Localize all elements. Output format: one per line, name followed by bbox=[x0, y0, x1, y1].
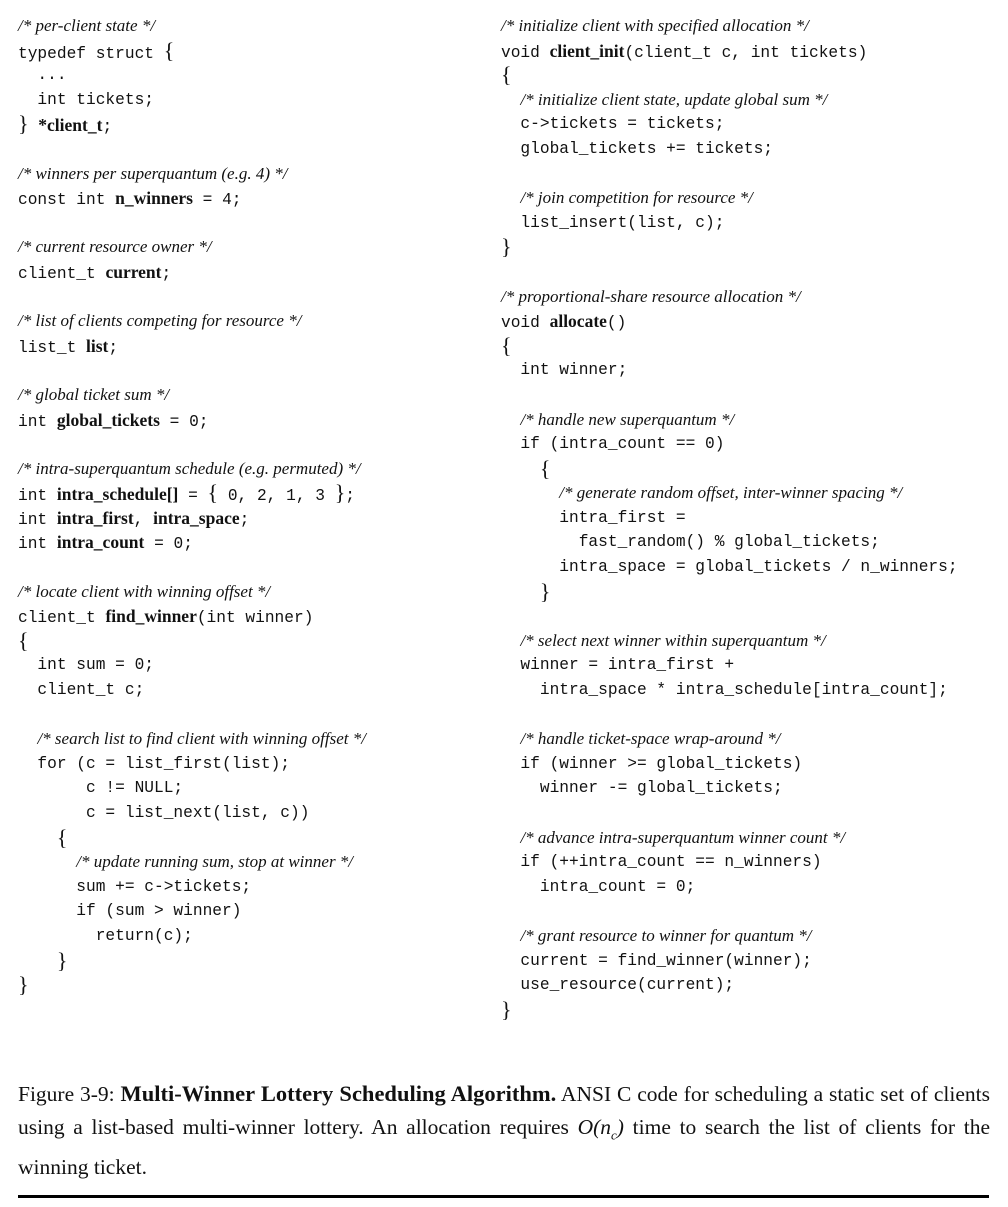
code-text: c = list_next(list, c)) bbox=[18, 804, 310, 822]
code-line bbox=[18, 137, 488, 162]
code-line bbox=[18, 39, 488, 64]
code-line bbox=[18, 260, 488, 285]
code-text: for (c = list_first(list); bbox=[18, 754, 290, 773]
code-line bbox=[18, 408, 488, 433]
code-text bbox=[501, 633, 520, 651]
code-text: 0, 2, 1, 3 bbox=[218, 487, 335, 506]
code-identifier: client_init bbox=[549, 40, 625, 61]
code-line bbox=[501, 604, 996, 629]
code-text: ; bbox=[102, 118, 113, 137]
code-text bbox=[501, 731, 520, 749]
code-text: if (sum > winner) bbox=[18, 902, 242, 921]
code-line bbox=[501, 899, 996, 924]
code-text: , bbox=[133, 510, 154, 529]
code-comment: /* proportional-share resource allocation */ bbox=[501, 286, 801, 306]
code-comment: /* list of clients competing for resource */ bbox=[18, 311, 302, 331]
code-comment: /* initialize client with specified allocation */ bbox=[501, 16, 809, 35]
code-text bbox=[18, 955, 57, 973]
code-line bbox=[501, 358, 996, 383]
code-identifier: allocate bbox=[549, 311, 607, 332]
code-line bbox=[501, 850, 996, 875]
code-line bbox=[18, 580, 488, 605]
code-text bbox=[501, 928, 520, 946]
code-line bbox=[18, 457, 488, 482]
code-identifier: intra_space bbox=[153, 507, 240, 528]
code-identifier: *client_t bbox=[38, 115, 103, 136]
code-text: fast_random() % global_tickets; bbox=[501, 533, 880, 552]
code-line bbox=[18, 481, 488, 506]
code-text: const int bbox=[18, 191, 116, 210]
code-line bbox=[18, 162, 488, 187]
code-line bbox=[18, 801, 488, 826]
code-line bbox=[18, 358, 488, 383]
code-comment: /* current resource owner */ bbox=[18, 237, 212, 257]
code-line bbox=[501, 260, 996, 285]
code-text: if (++intra_count == n_winners) bbox=[501, 853, 822, 872]
code-text: (client_t c, int tickets) bbox=[624, 43, 868, 62]
code-line bbox=[501, 309, 996, 334]
code-text: client_t bbox=[18, 264, 106, 283]
code-identifier: find_winner bbox=[105, 606, 197, 627]
code-text bbox=[501, 92, 520, 110]
code-line bbox=[18, 63, 488, 88]
code-line bbox=[18, 334, 488, 359]
code-text bbox=[501, 463, 540, 481]
code-comment: /* locate client with winning offset */ bbox=[18, 581, 271, 601]
code-brace: { bbox=[163, 37, 175, 63]
code-line bbox=[18, 776, 488, 801]
code-line bbox=[18, 875, 488, 900]
code-text: if (intra_count == 0) bbox=[501, 435, 725, 454]
code-text: int bbox=[18, 487, 57, 506]
code-comment: /* search list to find client with winning offset */ bbox=[37, 729, 366, 749]
code-text: ; bbox=[161, 264, 172, 283]
caption-label: Figure 3-9: bbox=[18, 1082, 121, 1106]
code-line bbox=[501, 949, 996, 974]
caption-rule bbox=[18, 1195, 989, 1198]
code-text: intra_space = global_tickets / n_winners; bbox=[501, 558, 958, 577]
code-line bbox=[18, 850, 488, 875]
code-line bbox=[18, 112, 488, 137]
code-text: intra_count = 0; bbox=[501, 877, 696, 896]
code-text bbox=[18, 854, 76, 872]
figure-caption bbox=[18, 1078, 990, 1184]
code-line bbox=[501, 383, 996, 408]
code-line bbox=[18, 826, 488, 851]
code-line bbox=[501, 506, 996, 531]
code-line bbox=[18, 629, 488, 654]
caption-text-part1: ANSI C code for scheduling a static set of clients using a list-based multi-winner lottery. An allocation requires bbox=[18, 1082, 990, 1139]
code-text: int sum = 0; bbox=[18, 656, 154, 675]
code-line bbox=[18, 604, 488, 629]
code-listing-right bbox=[501, 14, 996, 1022]
code-text: c->tickets = tickets; bbox=[501, 115, 725, 134]
code-brace: } bbox=[501, 996, 512, 1022]
code-line bbox=[18, 555, 488, 580]
code-text: global_tickets += tickets; bbox=[501, 139, 773, 158]
code-line bbox=[501, 39, 996, 64]
code-brace: } bbox=[18, 111, 29, 137]
code-text: current = find_winner(winner); bbox=[501, 951, 812, 970]
code-text bbox=[501, 190, 520, 208]
code-line bbox=[18, 899, 488, 924]
code-line bbox=[18, 186, 488, 211]
code-brace: } bbox=[56, 947, 68, 973]
code-line bbox=[501, 186, 996, 211]
code-text bbox=[29, 118, 39, 136]
code-identifier: global_tickets bbox=[56, 409, 160, 430]
code-text bbox=[501, 586, 540, 604]
code-brace: { bbox=[207, 480, 219, 506]
code-comment: /* winners per superquantum (e.g. 4) */ bbox=[18, 163, 288, 183]
code-line bbox=[18, 678, 488, 703]
code-comment: /* initialize client state, update global sum */ bbox=[520, 89, 828, 109]
code-line bbox=[18, 752, 488, 777]
code-identifier: intra_schedule[] bbox=[56, 484, 179, 505]
code-line bbox=[501, 481, 996, 506]
code-brace: } bbox=[18, 972, 29, 998]
code-text: winner = intra_first + bbox=[501, 656, 735, 675]
code-text: int winner; bbox=[501, 361, 628, 380]
code-comment: /* join competition for resource */ bbox=[520, 188, 753, 208]
code-text: ; bbox=[108, 338, 119, 357]
code-line bbox=[501, 875, 996, 900]
code-text bbox=[18, 731, 37, 749]
code-text: list_t bbox=[18, 338, 86, 357]
code-identifier: current bbox=[105, 261, 162, 282]
code-line bbox=[501, 530, 996, 555]
code-text: void bbox=[501, 314, 550, 333]
code-brace: { bbox=[18, 627, 29, 653]
code-line bbox=[18, 383, 488, 408]
code-text: = bbox=[178, 487, 208, 506]
code-identifier: intra_count bbox=[56, 532, 145, 553]
code-identifier: intra_first bbox=[56, 507, 134, 528]
code-text: intra_first = bbox=[501, 508, 686, 527]
code-text: int bbox=[18, 535, 57, 554]
code-comment: /* advance intra-superquantum winner count */ bbox=[520, 827, 846, 847]
code-line bbox=[18, 88, 488, 113]
code-identifier: n_winners bbox=[115, 188, 193, 209]
code-comment: /* update running sum, stop at winner */ bbox=[76, 852, 354, 872]
code-text: ... bbox=[18, 66, 67, 85]
code-text: if (winner >= global_tickets) bbox=[501, 754, 803, 773]
code-brace: { bbox=[56, 824, 68, 850]
code-text: (int winner) bbox=[196, 609, 314, 628]
code-text: c != NULL; bbox=[18, 779, 184, 798]
code-line bbox=[18, 653, 488, 678]
code-line bbox=[501, 826, 996, 851]
code-line bbox=[501, 112, 996, 137]
code-comment: /* generate random offset, inter-winner spacing */ bbox=[559, 483, 903, 503]
code-line bbox=[18, 432, 488, 457]
code-text bbox=[501, 485, 559, 503]
caption-title: Multi-Winner Lottery Scheduling Algorithm. bbox=[120, 1081, 557, 1106]
code-line bbox=[501, 703, 996, 728]
code-text: int bbox=[18, 412, 57, 431]
code-text: = 0; bbox=[159, 412, 209, 431]
code-line bbox=[18, 949, 488, 974]
code-line bbox=[501, 432, 996, 457]
code-comment: /* handle ticket-space wrap-around */ bbox=[520, 729, 781, 749]
code-brace: { bbox=[501, 332, 512, 358]
code-text: list_insert(list, c); bbox=[501, 213, 725, 232]
code-line bbox=[18, 14, 488, 39]
code-brace: { bbox=[501, 62, 512, 88]
code-text: void bbox=[501, 43, 550, 62]
code-line bbox=[501, 555, 996, 580]
code-line bbox=[18, 285, 488, 310]
code-text: = 4; bbox=[192, 191, 242, 210]
code-line bbox=[501, 727, 996, 752]
code-text: typedef struct bbox=[18, 44, 164, 63]
code-comment: /* select next winner within superquantum */ bbox=[520, 630, 826, 650]
code-text: int tickets; bbox=[18, 90, 154, 109]
code-line bbox=[18, 235, 488, 260]
code-line bbox=[501, 162, 996, 187]
code-comment: /* per-client state */ bbox=[18, 16, 156, 35]
code-text: ; bbox=[239, 510, 250, 529]
code-line bbox=[18, 506, 488, 531]
code-text: use_resource(current); bbox=[501, 976, 735, 995]
code-text bbox=[501, 412, 520, 430]
code-listing-left bbox=[18, 14, 488, 998]
code-line bbox=[501, 211, 996, 236]
code-line bbox=[18, 924, 488, 949]
code-line bbox=[18, 530, 488, 555]
code-line bbox=[501, 924, 996, 949]
code-line bbox=[501, 334, 996, 359]
code-identifier: list bbox=[86, 335, 109, 356]
code-line bbox=[501, 137, 996, 162]
code-line bbox=[501, 457, 996, 482]
code-brace: } bbox=[539, 578, 551, 604]
code-line bbox=[501, 653, 996, 678]
code-line bbox=[501, 776, 996, 801]
code-line bbox=[18, 309, 488, 334]
code-line bbox=[501, 973, 996, 998]
code-text: = 0; bbox=[144, 535, 193, 554]
code-brace: } bbox=[501, 234, 512, 260]
code-text: int bbox=[18, 510, 57, 529]
code-comment: /* grant resource to winner for quantum */ bbox=[520, 925, 812, 945]
code-line bbox=[501, 63, 996, 88]
caption-text-part2: time to search the list of clients for the winning ticket. bbox=[18, 1114, 991, 1180]
code-text: sum += c->tickets; bbox=[18, 877, 252, 896]
code-comment: /* intra-superquantum schedule (e.g. permuted) */ bbox=[18, 458, 361, 478]
code-line bbox=[501, 580, 996, 605]
code-text: client_t c; bbox=[18, 681, 145, 700]
code-line bbox=[501, 801, 996, 826]
code-text: () bbox=[606, 314, 627, 333]
caption-math: $O(n_c)$ bbox=[577, 1114, 624, 1142]
code-brace: } bbox=[334, 480, 346, 506]
code-line bbox=[501, 14, 996, 39]
code-line bbox=[18, 973, 488, 998]
code-text: return(c); bbox=[18, 926, 193, 945]
code-line bbox=[501, 629, 996, 654]
code-line bbox=[18, 211, 488, 236]
code-line bbox=[501, 678, 996, 703]
code-line bbox=[501, 752, 996, 777]
code-text: client_t bbox=[18, 609, 106, 628]
code-line bbox=[501, 998, 996, 1023]
code-line bbox=[18, 703, 488, 728]
code-text bbox=[501, 830, 520, 848]
code-comment: /* global ticket sum */ bbox=[18, 384, 170, 404]
code-brace: { bbox=[539, 455, 551, 481]
code-line bbox=[501, 408, 996, 433]
code-text: intra_space * intra_schedule[intra_count]; bbox=[501, 681, 948, 700]
code-text: winner -= global_tickets; bbox=[501, 779, 783, 798]
code-line bbox=[501, 88, 996, 113]
code-line bbox=[501, 235, 996, 260]
code-text bbox=[18, 832, 57, 850]
code-comment: /* handle new superquantum */ bbox=[520, 409, 735, 429]
code-line bbox=[18, 727, 488, 752]
code-text: ; bbox=[345, 487, 355, 506]
code-line bbox=[501, 285, 996, 310]
